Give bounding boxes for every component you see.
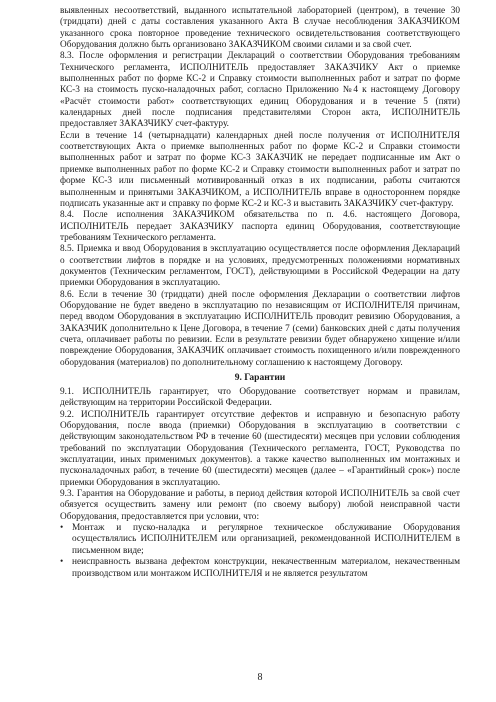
paragraph-9-3: 9.3. Гарантия на Оборудование и работы, в период действия которой ИСПОЛНИТЕЛЬ за свой счет обязуется осуществить замену или ремонт (по своему выбору) любой неисправной части Оборудования, предоставляется при условии, что: [60,489,460,522]
bullet-icon: • [60,523,64,534]
list-item [60,523,460,557]
paragraph-continuation: выявленных несоответствий, выданного испытательной лабораторией (центром), в течение 30 (тридцати) дней с даты составления указанного Акта В случае несоблюдения ЗАКАЗЧИКОМ указанного срока повторное проведение технического освидетельствования соответствующего Оборудования должно быть организовано ЗАКАЗЧИКОМ своими силами и за свой счет. [60,6,460,51]
paragraph-8-6: 8.6. Если в течение 30 (тридцати) дней после оформления Декларации о соответствии лифтов Оборудование не будет введено в эксплуатацию по независящим от ИСПОЛНИТЕЛЯ причинам, перед вводом Оборудования в эксплуатацию ИСПОЛНИТЕЛЬ проводит ревизию Оборудования, а ЗАКАЗЧИК дополнительно к Цене Договора, в течение 7 (семи) банковских дней с даты получения счета, оплачивает работы по ревизии. Если в результате ревизии будет обнаружено хищение и/или повреждение Оборудования, ЗАКАЗЧИК оплачивает стоимость похищенного и/или поврежденного оборудования (материалов) по дополнительному соглашению к настоящему Договору. [60,289,460,368]
paragraph-9-2: 9.2. ИСПОЛНИТЕЛЬ гарантирует отсутствие дефектов и исправную и безопасную работу Оборудования, после ввода (приемки) Оборудования в эксплуатацию в соответствии с действующим законодательством РФ в течение 60 (шестидесяти) месяцев при условии соблюдения требований по эксплуатации Оборудования (Технического регламента, ГОСТ, Руководства по эксплуатации, иных применимых документов). а также качество выполненных им монтажных и пусконаладочных работ, в течение 60 (шестидесяти) месяцев (далее – «Гарантийный срок») после приемки Оборудования в эксплуатацию. [60,409,460,488]
page-content [60,6,460,580]
paragraph-8-5: 8.5. Приемка и ввод Оборудования в эксплуатацию осуществляется после оформления Деклараций о соответствии лифтов в порядке и на условиях, предусмотренных положениями нормативных документов (Техническим регламентом, ГОСТ), действующими в Российской Федерации на дату приемки Оборудования в эксплуатацию. [60,244,460,289]
section-heading-guarantees: 9. Гарантии [234,373,286,383]
paragraph-8-4: 8.4. После исполнения ЗАКАЗЧИКОМ обязательства по п. 4.6. настоящего Договора, ИСПОЛНИТЕЛЬ передает ЗАКАЗЧИКУ паспорта единиц Оборудования, соответствующие требованиям Технического регламента. [60,210,460,243]
page-number: 8 [257,672,263,683]
paragraph-9-1: 9.1. ИСПОЛНИТЕЛЬ гарантирует, что Оборудование соответствует нормам и правилам, действующим на территории Российской Федерации. [60,387,460,409]
paragraph-8-3-continued: Если в течение 14 (четырнадцати) календарных дней после получения от ИСПОЛНИТЕЛЯ соответствующих Акта о приемке выполненных работ по форме КС-2 и Справки стоимости выполненных работ и затрат по форме КС-3 ЗАКАЗЧИК не передает подписанные им Акт о приемке выполненных работ по форме КС-2 и Справку стоимости выполненных работ и затрат по форме КС-3 или письменный мотивированный отказ в их подписании, работы считаются выполненным и принятыми ЗАКАЗЧИКОМ, а ИСПОЛНИТЕЛЬ вправе в одностороннем порядке подписать указанные акт и справку по форме КС-2 и КС-3 и выставить ЗАКАЗЧИКУ счет-фактуру. [60,130,460,209]
bullet-text: неисправность вызвана дефектом конструкции, некачественным материалом, некачественным производством или монтажом ИСПОЛНИТЕЛЯ и не является результатом [72,557,460,579]
list-item [60,557,460,580]
bullet-icon: • [60,557,64,568]
paragraph-8-3: 8.3. После оформления и регистрации Деклараций о соответствии Оборудования требованиям Технического регламента, ИСПОЛНИТЕЛЬ предоставляет ЗАКАЗЧИКУ Акт о приемке выполненных работ по форме КС-2 и Справку стоимости выполненных работ и затрат по форме КС-3 на стоимость пуско-наладочных работ, согласно Приложению №4 к настоящему Договору «Расчёт стоимости работ» соответствующих единиц Оборудования и в течение 5 (пяти) календарных дней после подписания представителями Сторон акта, ИСПОЛНИТЕЛЬ предоставляет ЗАКАЗЧИКУ счет-фактуру. [60,51,460,130]
bullet-text: Монтаж и пуско-наладка и регулярное техническое обслуживание Оборудования осуществлялись ИСПОЛНИТЕЛЕМ или организацией, рекомендованной ИСПОЛНИТЕЛЕМ в письменном виде; [72,523,460,556]
